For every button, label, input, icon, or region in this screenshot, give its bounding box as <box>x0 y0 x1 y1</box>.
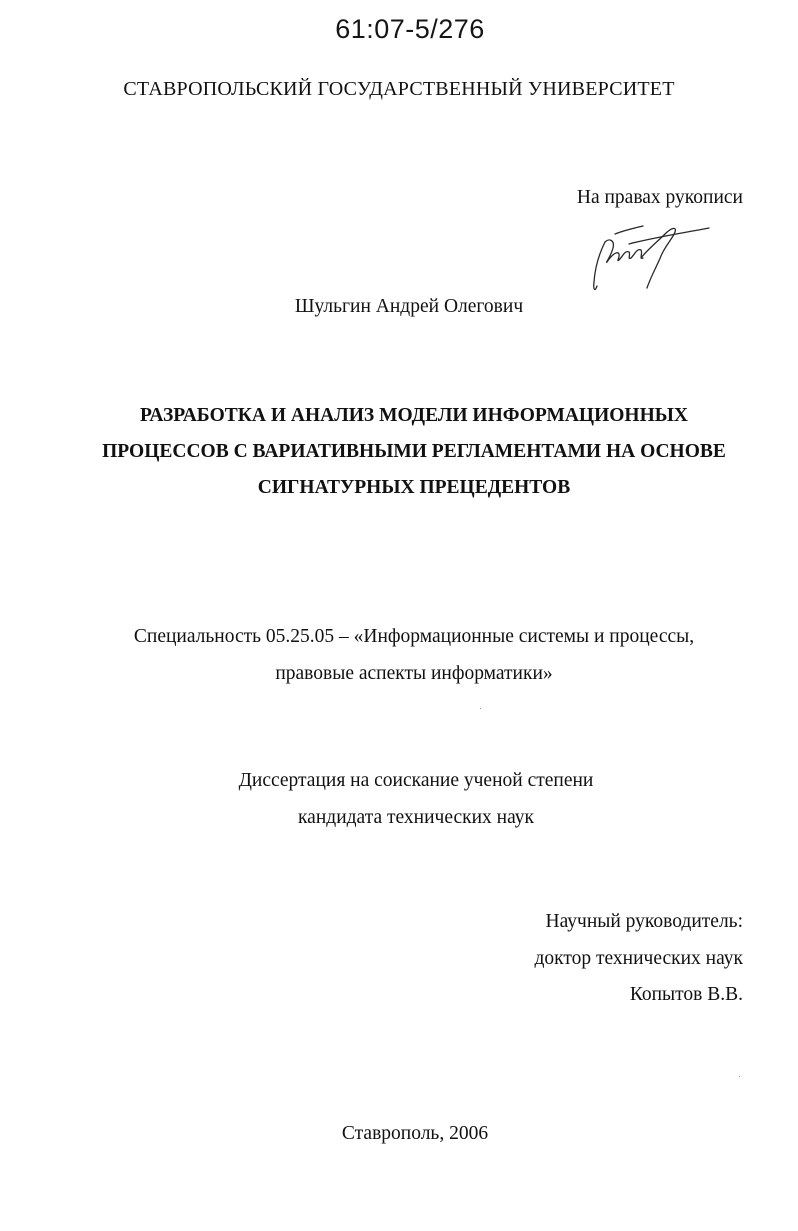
scan-speck <box>480 708 481 709</box>
supervisor-degree: доктор технических наук <box>534 947 743 969</box>
degree-statement <box>0 762 798 836</box>
author-name: Шульгин Андрей Олегович <box>294 296 524 317</box>
catalog-number-stamp: 61:07-5/276 <box>335 14 485 44</box>
specialty-line: правовые аспекты информатики» <box>275 663 553 684</box>
specialty-line: Специальность 05.25.05 – «Информационные системы и процессы, <box>133 626 695 647</box>
degree-line: Диссертация на соискание ученой степени <box>238 770 594 791</box>
dissertation-title <box>60 398 768 506</box>
degree-line: кандидата технических наук <box>298 807 534 828</box>
supervisor-label: Научный руководитель: <box>545 911 743 932</box>
supervisor-block <box>534 904 743 1014</box>
title-line: СИГНАТУРНЫХ ПРЕЦЕДЕНТОВ <box>257 477 571 498</box>
place-and-year: Ставрополь, 2006 <box>341 1123 489 1144</box>
specialty <box>60 618 768 692</box>
title-line: ПРОЦЕССОВ С ВАРИАТИВНЫМИ РЕГЛАМЕНТАМИ НА ОСНОВЕ <box>102 441 726 462</box>
university-name: СТАВРОПОЛЬСКИЙ ГОСУДАРСТВЕННЫЙ УНИВЕРСИТЕТ <box>123 78 675 100</box>
manuscript-rights-note: На правах рукописи <box>576 187 743 208</box>
scan-speck <box>739 1076 740 1077</box>
title-line: РАЗРАБОТКА И АНАЛИЗ МОДЕЛИ ИНФОРМАЦИОННЫХ <box>140 405 688 426</box>
supervisor-name: Копытов В.В. <box>629 984 743 1005</box>
signature-icon <box>585 220 715 295</box>
